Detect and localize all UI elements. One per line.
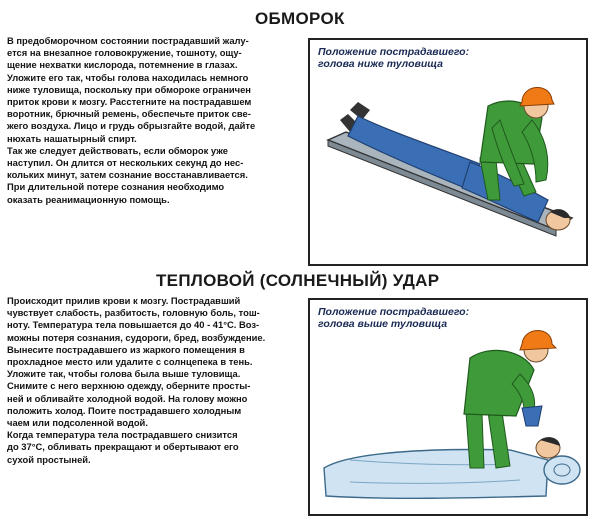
fainting-illustration-panel — [308, 38, 588, 266]
fainting-text-line: воротник, брючный ремень, обеспечьте приток све- — [7, 108, 251, 120]
fainting-text — [7, 35, 302, 206]
heatstroke-text-line: Уложите так, чтобы голова была выше туловища. — [7, 368, 241, 380]
heatstroke-caption-line: голова выше туловища — [318, 318, 448, 330]
heatstroke-text-line: чаем или подсоленной водой. — [7, 417, 148, 429]
fainting-text-line: В предобморочном состоянии пострадавший жалу- — [7, 35, 249, 46]
fainting-text-line: Так же следует действовать, если обморок уже — [7, 144, 228, 156]
heatstroke-caption — [318, 306, 469, 330]
helmet-shape — [520, 331, 556, 351]
heatstroke-text-line: можны потеря сознания, судороги, бред, возбуждение. — [7, 331, 266, 343]
heatstroke-title: ТЕПЛОВОЙ (СОЛНЕЧНЫЙ) УДАР — [156, 271, 440, 290]
heatstroke-text-line: Происходит прилив крови к мозгу. Пострадавший — [7, 295, 241, 306]
sheet-shape — [324, 450, 548, 499]
fainting-text-line: оказать реанимационную помощь. — [7, 193, 170, 205]
heatstroke-text-line: чувствует слабость, разбитость, головную боль, тош- — [7, 307, 260, 319]
fainting-caption-line: Положение пострадавшего: — [318, 46, 470, 58]
fainting-title: ОБМОРОК — [255, 9, 345, 28]
heatstroke-text-line: Вынесите пострадавшего из жаркого помещения в — [7, 343, 245, 355]
heatstroke-caption-line: Положение пострадавшего: — [318, 306, 470, 318]
fainting-text-line: кольких минут, затем сознание восстанавливается. — [7, 169, 248, 181]
fainting-rescuer-illustration — [310, 40, 586, 264]
fainting-caption-line: голова ниже туловища — [318, 58, 443, 70]
heatstroke-text-line: ноту. Температура тела повышается до 40 - 41°С. Воз- — [7, 319, 260, 331]
heatstroke-illustration-panel — [308, 298, 588, 516]
fainting-text-line: нюхать нашатырный спирт. — [7, 132, 137, 144]
fainting-text-line: жего воздуха. Лицо и грудь обрызгайте водой, дайте — [7, 120, 256, 132]
fainting-text-line: приток крови к мозгу. Расстегните на пострадавшем — [7, 96, 252, 108]
fainting-text-line: При длительной потере сознания необходимо — [7, 181, 225, 193]
heatstroke-text-line: ней и обливайте холодной водой. На голову можно — [7, 392, 248, 404]
fainting-text-line: ется на внезапное головокружение, тошноту, ощу- — [7, 47, 242, 59]
fainting-caption — [318, 46, 469, 70]
heatstroke-text-line: прохладное место или удалите с солнцепека в тень. — [7, 356, 253, 368]
heatstroke-text-line: Когда температура тела пострадавшего снизится — [7, 429, 238, 441]
helmet-shape — [520, 87, 554, 106]
fainting-text-line: ниже туловища, поскольку при обмороке ограничен — [7, 83, 251, 95]
fainting-text-line: Уложите его так, чтобы голова находилась немного — [7, 71, 249, 83]
heatstroke-text-line: сухой простыней. — [7, 453, 91, 465]
heatstroke-rescuer-illustration — [310, 300, 586, 514]
bucket-shape — [522, 406, 542, 426]
heatstroke-text-line: до 37°С, обливать прекращают и обертывают его — [7, 441, 239, 453]
fainting-text-line: щение нехватки кислорода, потемнение в глазах. — [7, 59, 238, 71]
heatstroke-text-line: Снимите с него верхнюю одежду, оберните просты- — [7, 380, 251, 392]
fainting-text-line: наступил. Он длится от нескольких секунд до нес- — [7, 157, 244, 169]
heatstroke-text-line: положить холод. Поите пострадавшего холодным — [7, 404, 242, 416]
heatstroke-text — [7, 295, 297, 466]
